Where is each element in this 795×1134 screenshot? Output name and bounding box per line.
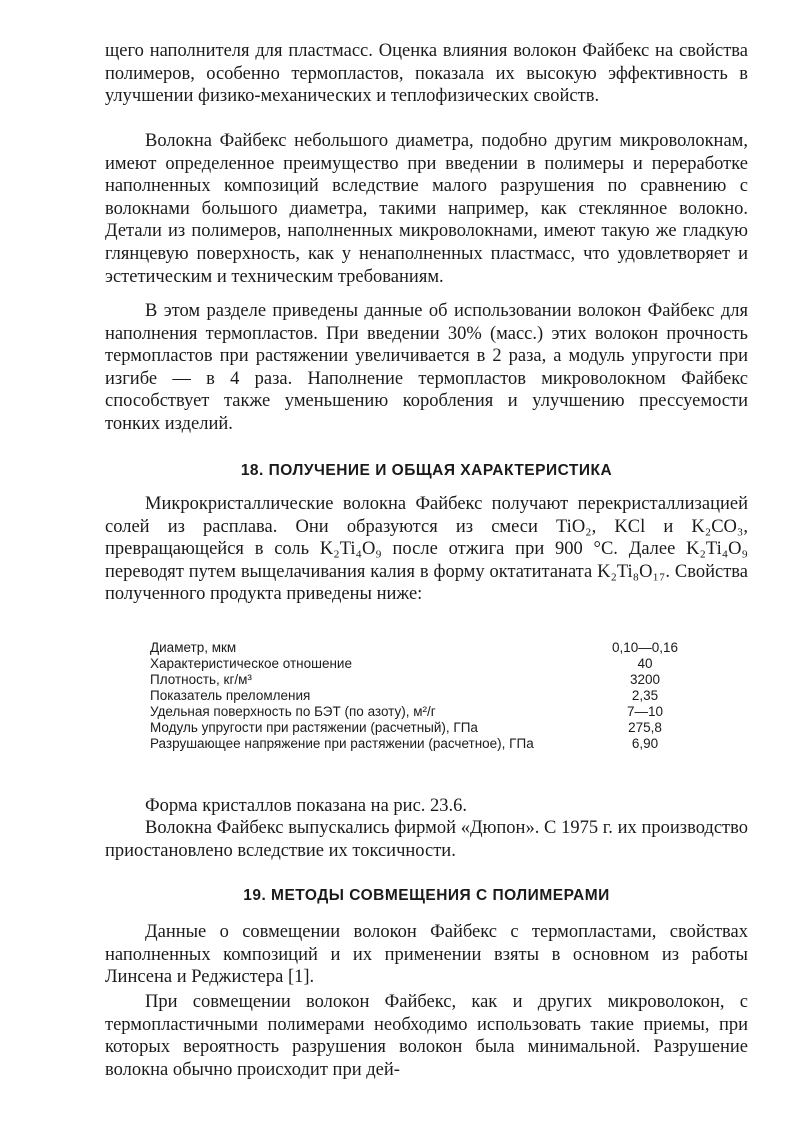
property-row [150,688,695,704]
property-row [150,640,695,656]
property-row [150,736,695,752]
property-name-text: Разрушающее напряжение при растяжении (расчетное), ГПа [150,736,534,751]
property-name: Модуль упругости при растяжении (расчетный), ГПа [150,720,478,735]
paragraph-figure-reference: Форма кристаллов показана на рис. 23.6. [145,796,468,816]
property-name [150,736,595,752]
property-row [150,672,695,688]
property-value: 0,10—0,16 [611,640,679,655]
paragraph-data-source: Данные о совмещении волокон Файбекс с термопластами, свойствах наполненных композиций и их применении взяты в основном из работы Линсена и Реджистера [1]. [105,922,748,988]
paragraph-section-overview: В этом разделе приведены данные об использовании волокон Файбекс для наполнения термопластов. При введении 30% (масс.) этих волокон прочность термопластов при растяжении увеличивается в 2 раза, а модуль упругости при изгибе — в 4 раза. Наполнение термопластов микроволокном Файбекс способствует также уменьшению коробления и улучшению прессуемости тонких изделий. [105,301,748,434]
heading-section-18: 18. ПОЛУЧЕНИЕ И ОБЩАЯ ХАРАКТЕРИСТИКА [240,462,613,479]
property-value: 6,90 [631,736,659,751]
properties-table [150,640,695,752]
paragraph-intro-continuation: щего наполнителя для пластмасс. Оценка влияния волокон Файбекс на свойства полимеров, особенно термопластов, показала их высокую эффективность в улучшении физико-механических и теплофизических свойств. [105,41,748,107]
property-row [150,656,695,672]
property-name: Плотность, кг/м³ [150,672,252,687]
paragraph-combination-methods: При совмещении волокон Файбекс, как и других микроволокон, с термопластичными полимерами необходимо использовать такие приемы, при которых вероятность разрушения волокон была минимальной. Разрушение волокна обычно происходит при дей- [105,992,748,1080]
paragraph-microfiber-advantage: Волокна Файбекс небольшого диаметра, подобно другим микроволокнам, имеют определенное преимущество при введении в полимеры и переработке наполненных композиций вследствие малого разрушения по сравнению с волокнами большого диаметра, такими например, как стеклянное волокно. Детали из полимеров, наполненных микроволокнами, имеют такую же гладкую глянцевую поверхность, как у ненаполненных пластмасс, что удовлетворяет и эстетическим и техническим требованиям. [105,131,748,287]
property-value: 275,8 [628,720,662,735]
property-value: 2,35 [631,688,659,703]
property-value: 3200 [629,672,661,687]
property-value: 7—10 [626,704,664,719]
property-value: 40 [637,656,653,671]
property-name: Диаметр, мкм [150,640,237,655]
property-row [150,704,695,720]
property-name: Удельная поверхность по БЭТ (по азоту), м²/г [150,704,436,719]
paragraph-dupont: Волокна Файбекс выпускались фирмой «Дюпон». С 1975 г. их производство приостановлено вследствие их токсичности. [105,818,748,861]
paragraph-production: Микрокристаллические волокна Файбекс получают перекристаллизацией солей из расплава. Они образуются из смеси TiO₂, KCl и K₂CO₃, превращающейся в соль K₂Ti₄O₉ после отжига при 900 °C. Далее K₂Ti₄O₉ переводят путем выщелачивания калия в форму октатитаната K₂Ti₈O₁₇. Свойства полученного продукта приведены ниже: [105,494,748,605]
heading-section-19: 19. МЕТОДЫ СОВМЕЩЕНИЯ С ПОЛИМЕРАМИ [243,887,610,904]
property-row [150,720,695,736]
property-name: Показатель преломления [150,688,311,703]
property-name: Характеристическое отношение [150,656,352,671]
